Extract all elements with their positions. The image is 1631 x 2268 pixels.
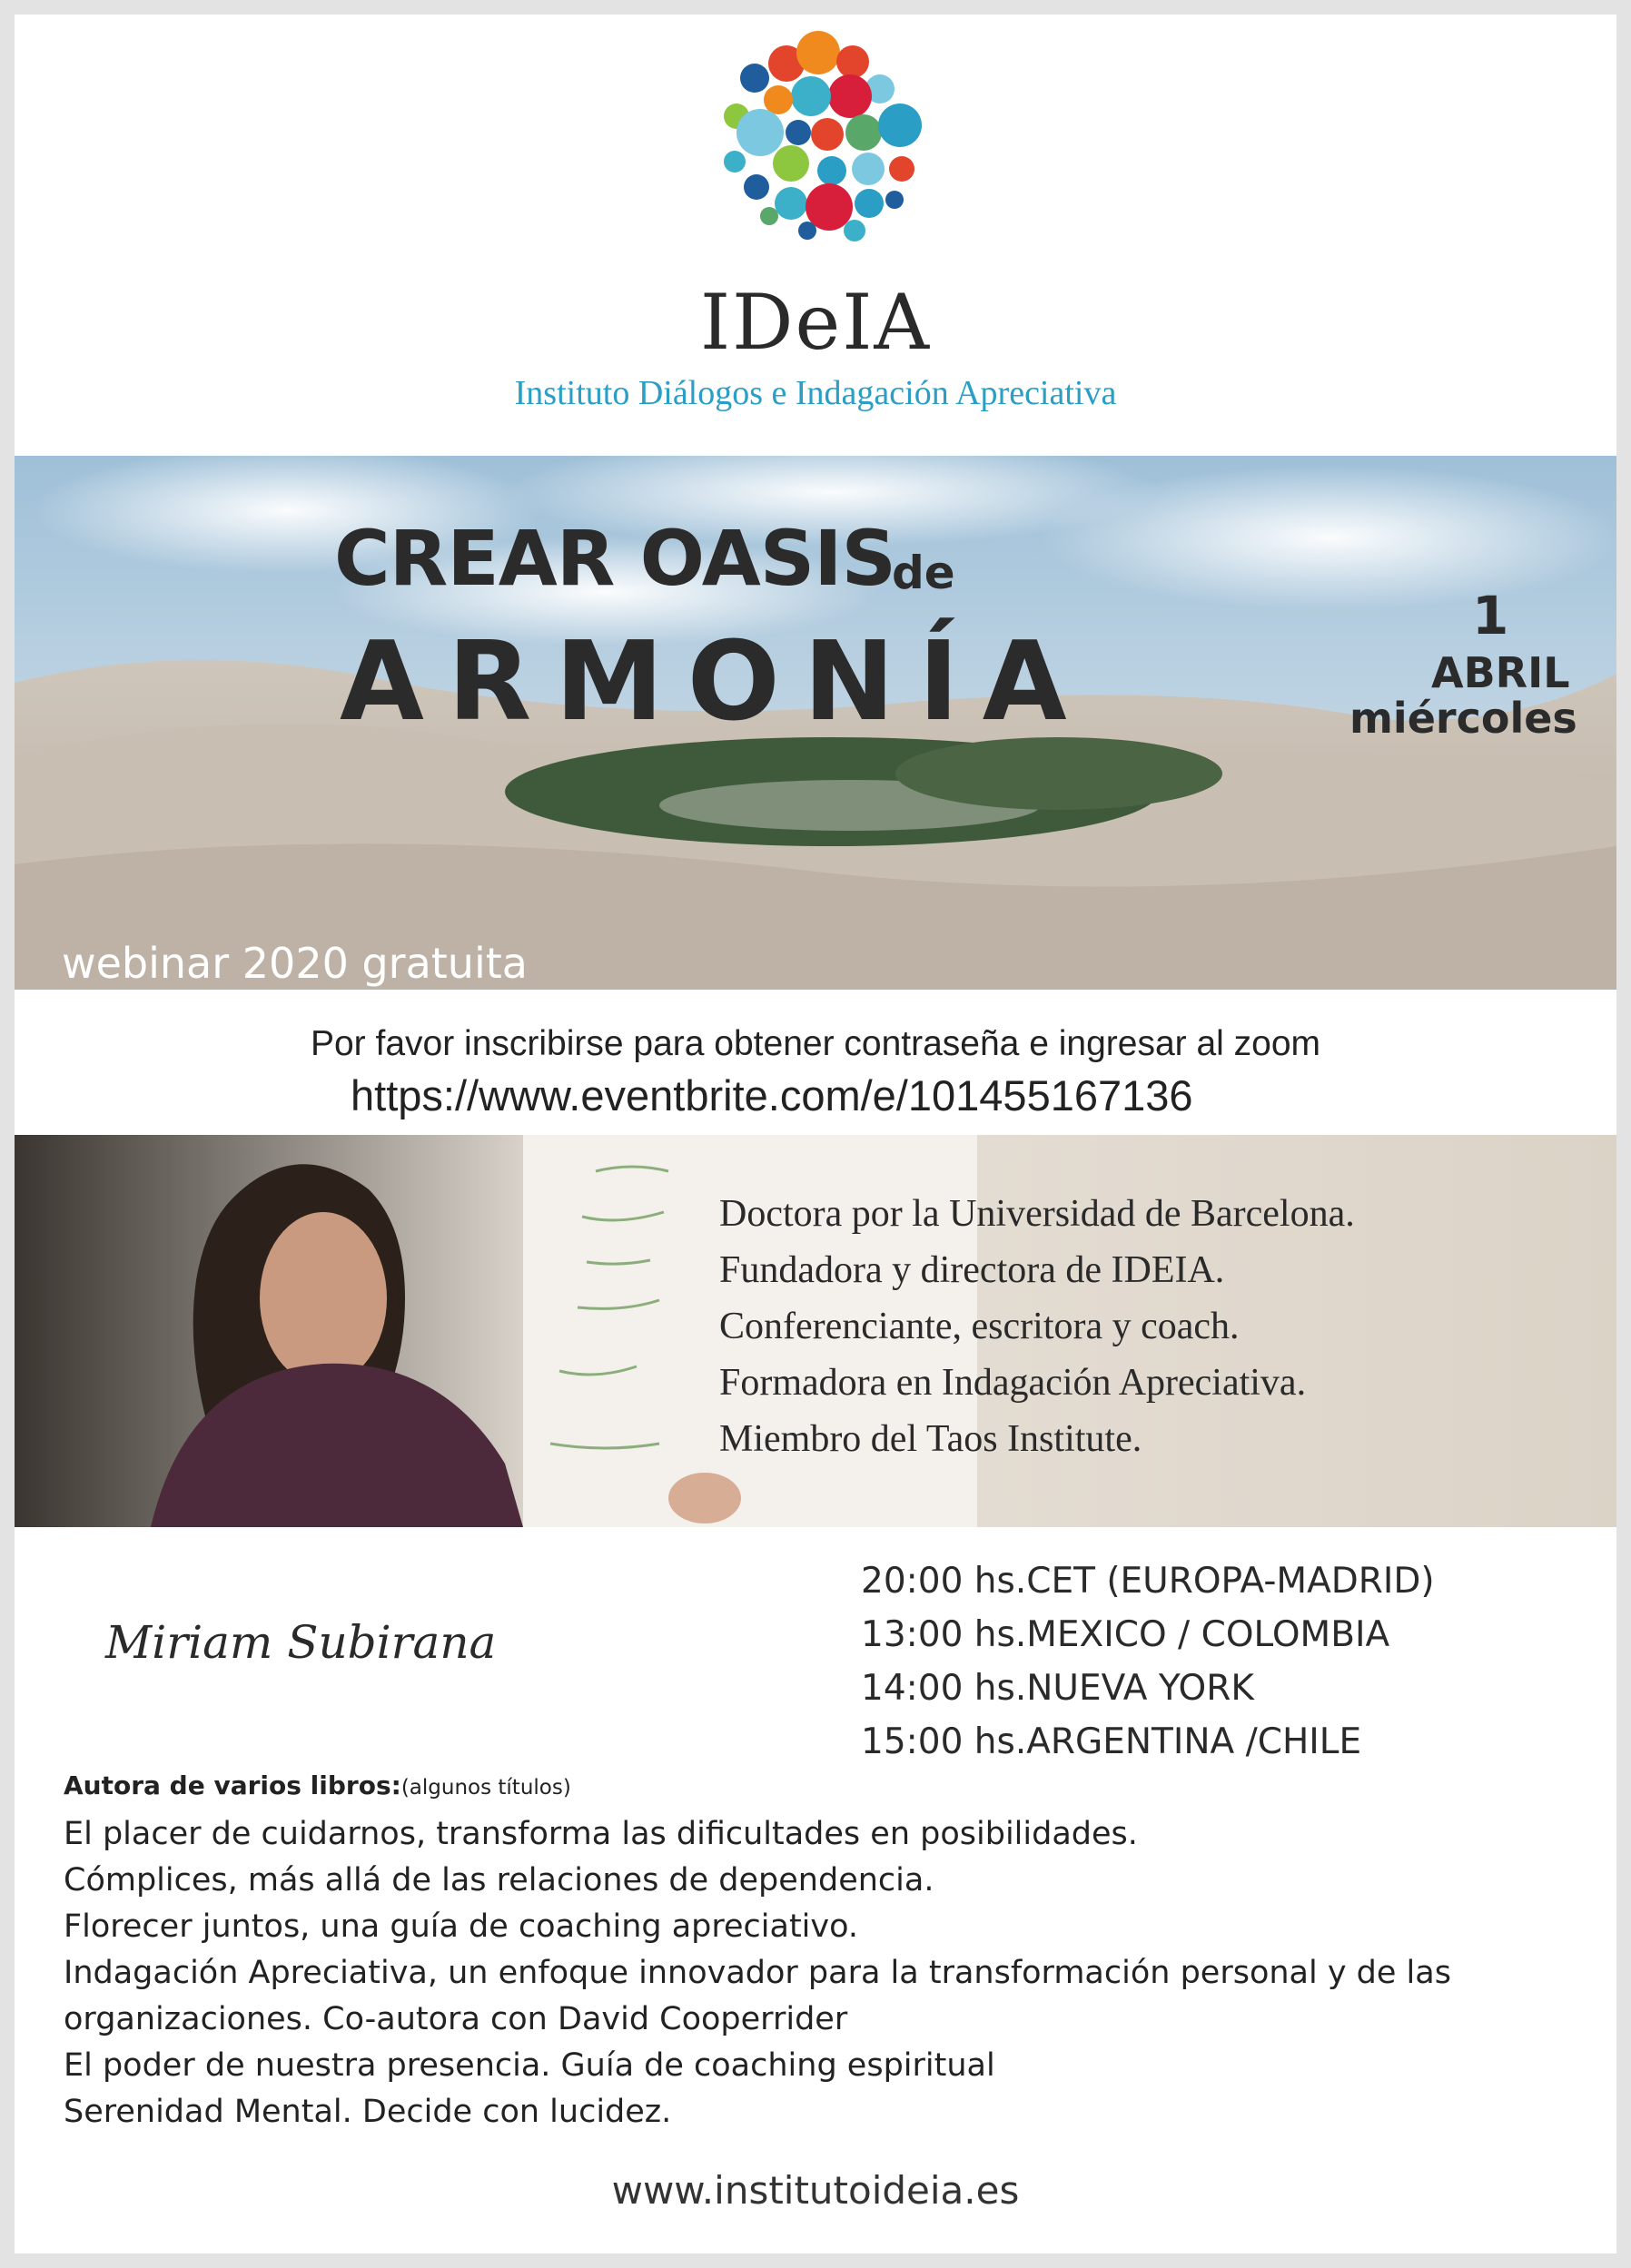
webinar-label: webinar 2020 gratuita	[62, 939, 528, 988]
registration-link[interactable]: https://www.eventbrite.com/e/101455167136	[351, 1071, 1193, 1119]
registration-instruction: Por favor inscribirse para obtener contraseña e ingresar al zoom	[310, 1024, 1321, 1063]
book-title: Serenidad Mental. Decide con lucidez.	[64, 2094, 672, 2130]
books-section	[64, 1761, 1451, 2135]
bio-line: Conferenciante, escritora y coach.	[719, 1306, 1240, 1347]
bio-line: Fundadora y directora de IDEIA.	[719, 1249, 1225, 1291]
event-title-line2: ARMONÍA	[340, 619, 1091, 745]
event-title-line1: CREAR OASIS	[334, 514, 896, 603]
website-link[interactable]: www.institutoideia.es	[611, 2168, 1020, 2213]
speaker-name: Miriam Subirana	[105, 1616, 497, 1669]
event-date-day: 1	[1472, 585, 1509, 646]
event-date-weekday: miércoles	[1349, 694, 1577, 743]
logo-title: IDeIA	[699, 278, 932, 367]
speaker-bio-panel	[15, 1135, 1616, 1527]
logo-subtitle: Instituto Diálogos e Indagación Apreciativa	[514, 374, 1117, 412]
logo-circles-icon	[700, 25, 936, 261]
book-title: Florecer juntos, una guía de coaching apreciativo.	[64, 1908, 859, 1945]
bio-line: Miembro del Taos Institute.	[719, 1418, 1142, 1460]
event-banner	[15, 456, 1616, 990]
bio-line: Formadora en Indagación Apreciativa.	[719, 1362, 1307, 1404]
event-title-connector: de	[892, 547, 955, 599]
event-date-month: ABRIL	[1431, 648, 1570, 697]
books-heading-row	[64, 1761, 1451, 1811]
book-title: El poder de nuestra presencia. Guía de coaching espiritual	[64, 2047, 995, 2084]
book-title: organizaciones. Co-autora con David Cooperrider	[64, 2001, 848, 2037]
bio-line: Doctora por la Universidad de Barcelona.	[719, 1193, 1355, 1235]
schedule-item: 13:00 hs.MEXICO / COLOMBIA	[861, 1614, 1390, 1655]
book-title: El placer de cuidarnos, transforma las dificultades en posibilidades.	[64, 1816, 1138, 1852]
schedule-item: 20:00 hs.CET (EUROPA-MADRID)	[861, 1561, 1435, 1602]
books-heading: Autora de varios libros:	[64, 1770, 401, 1800]
book-title: Indagación Apreciativa, un enfoque innovador para la transformación personal y de las	[64, 1955, 1451, 1991]
schedule-list	[861, 1554, 1435, 1769]
books-heading-note: (algunos títulos)	[400, 1776, 571, 1800]
schedule-item: 14:00 hs.NUEVA YORK	[861, 1668, 1254, 1709]
schedule-item: 15:00 hs.ARGENTINA /CHILE	[861, 1721, 1362, 1762]
book-title: Cómplices, más allá de las relaciones de dependencia.	[64, 1862, 934, 1898]
poster	[15, 15, 1616, 2253]
speaker-bio-lines	[719, 1186, 1355, 1467]
